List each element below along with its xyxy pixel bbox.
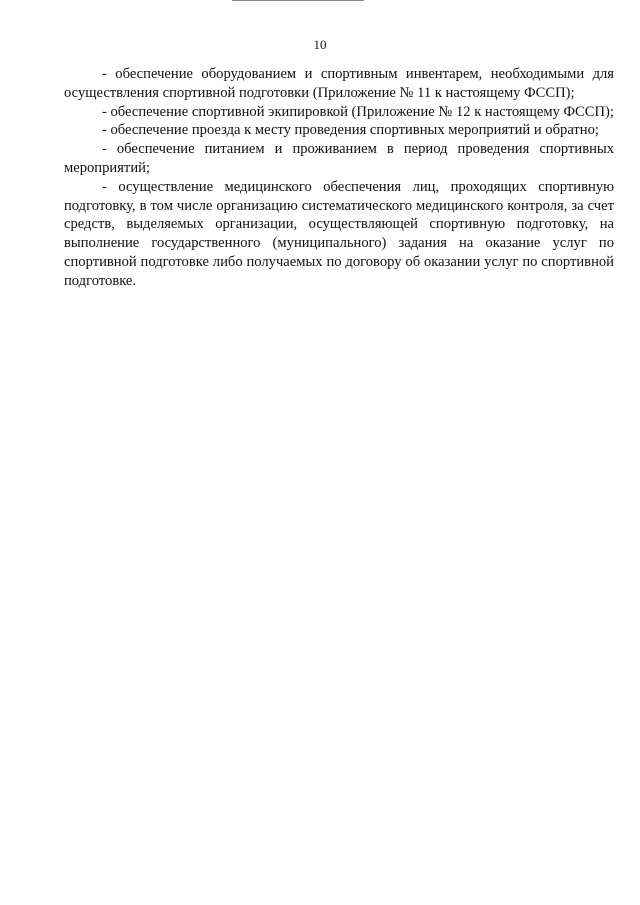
paragraph-outfit: - обеспечение спортивной экипировкой (Приложение № 12 к настоящему ФССП); [102,103,614,120]
scan-edge-line [232,0,364,1]
document-body [64,65,614,291]
page-number: 10 [313,37,327,52]
paragraph-medical: - осуществление медицинского обеспечения лиц, проходящих спортивную подготовку, в том числе организацию систематического медицинского контроля, за счет средств, выделяемых организации, осуществляющей спортивную подготовку, на выполнение государственного (муниципального) задания на оказание услуг по спортивной подготовке либо получаемых по договору об оказании услуг по спортивной подготовке. [64,178,614,289]
paragraph-meals-lodging: - обеспечение питанием и проживанием в период проведения спортивных мероприятий; [64,141,614,176]
paragraph-equipment: - обеспечение оборудованием и спортивным инвентарем, необходимыми для осуществления спортивной подготовки (Приложение № 11 к настоящему ФССП); [64,66,614,101]
paragraph-travel: - обеспечение проезда к месту проведения спортивных мероприятий и обратно; [102,122,599,139]
